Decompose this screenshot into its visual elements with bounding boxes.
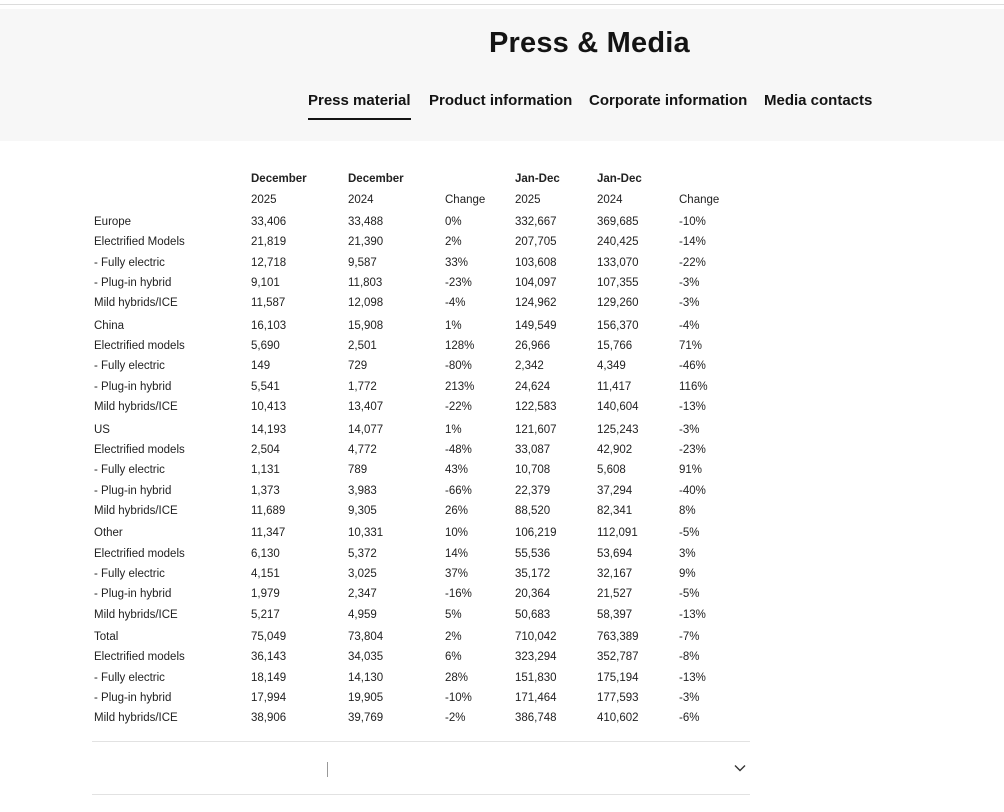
table-cell: -4% bbox=[445, 297, 466, 309]
table-cell: 14,130 bbox=[348, 672, 384, 684]
table-cell: 104,097 bbox=[515, 277, 557, 289]
row-label: - Plug-in hybrid bbox=[94, 692, 172, 704]
table-cell: 11,803 bbox=[348, 277, 383, 289]
table-cell: 33% bbox=[445, 257, 469, 269]
column-header: Change bbox=[445, 194, 486, 206]
table-cell: -22% bbox=[445, 401, 472, 413]
table-cell: 112,091 bbox=[597, 527, 638, 539]
tab-media-contacts[interactable]: Media contacts bbox=[764, 92, 873, 109]
table-cell: -3% bbox=[679, 297, 700, 309]
row-label: - Fully electric bbox=[94, 257, 165, 269]
table-cell: 1,772 bbox=[348, 381, 377, 393]
table-cell: 2,347 bbox=[348, 588, 377, 600]
table-cell: 140,604 bbox=[597, 401, 639, 413]
row-label: Mild hybrids/ICE bbox=[94, 401, 178, 413]
table-cell: 5,608 bbox=[597, 464, 626, 476]
table-cell: 9,101 bbox=[251, 277, 280, 289]
table-cell: 2,342 bbox=[515, 360, 544, 372]
table-cell: 151,830 bbox=[515, 672, 557, 684]
table-cell: 1% bbox=[445, 320, 462, 332]
table-cell: 124,962 bbox=[515, 297, 557, 309]
page-header bbox=[0, 9, 1004, 141]
table-cell: 710,042 bbox=[515, 631, 557, 643]
table-cell: 5,217 bbox=[251, 609, 280, 621]
table-cell: 24,624 bbox=[515, 381, 551, 393]
table-cell: 789 bbox=[348, 464, 368, 476]
table-cell: 1,131 bbox=[251, 464, 280, 476]
table-cell: 91% bbox=[679, 464, 703, 476]
table-cell: 5% bbox=[445, 609, 462, 621]
table-cell: 33,488 bbox=[348, 216, 384, 228]
table-cell: -13% bbox=[679, 401, 706, 413]
table-cell: 21,527 bbox=[597, 588, 633, 600]
table-cell: -66% bbox=[445, 485, 472, 497]
table-cell: 116% bbox=[679, 381, 708, 393]
table-cell: 103,608 bbox=[515, 257, 557, 269]
table-cell: 35,172 bbox=[515, 568, 551, 580]
table-cell: -5% bbox=[679, 588, 700, 600]
row-label: Other bbox=[94, 527, 123, 539]
row-label: Total bbox=[94, 631, 119, 643]
table-cell: 352,787 bbox=[597, 651, 639, 663]
tab-press-material[interactable]: Press material bbox=[308, 92, 411, 130]
text-cursor bbox=[327, 762, 328, 777]
table-cell: -40% bbox=[679, 485, 706, 497]
table-cell: 11,689 bbox=[251, 505, 286, 517]
table-cell: 156,370 bbox=[597, 320, 639, 332]
table-cell: -10% bbox=[679, 216, 706, 228]
table-cell: 149,549 bbox=[515, 320, 557, 332]
column-group-header: December bbox=[251, 173, 307, 185]
table-cell: 2% bbox=[445, 236, 462, 248]
table-cell: 12,098 bbox=[348, 297, 384, 309]
table-cell: 4,151 bbox=[251, 568, 280, 580]
table-cell: 16,103 bbox=[251, 320, 287, 332]
page-title: Press & Media bbox=[489, 27, 690, 59]
table-cell: 2,501 bbox=[348, 340, 377, 352]
table-cell: 2,504 bbox=[251, 444, 280, 456]
row-label: Mild hybrids/ICE bbox=[94, 505, 178, 517]
column-group-header: Jan-Dec bbox=[515, 173, 560, 185]
table-cell: 128% bbox=[445, 340, 475, 352]
table-cell: 55,536 bbox=[515, 548, 551, 560]
table-cell: 11,347 bbox=[251, 527, 286, 539]
table-cell: 133,070 bbox=[597, 257, 639, 269]
tab-product-information[interactable]: Product information bbox=[429, 92, 573, 109]
table-cell: -22% bbox=[679, 257, 706, 269]
table-cell: 763,389 bbox=[597, 631, 639, 643]
table-cell: 1,373 bbox=[251, 485, 280, 497]
table-cell: 11,587 bbox=[251, 297, 286, 309]
table-cell: 4,959 bbox=[348, 609, 377, 621]
table-cell: -23% bbox=[679, 444, 706, 456]
table-cell: -3% bbox=[679, 277, 700, 289]
table-cell: 22,379 bbox=[515, 485, 551, 497]
column-header: 2024 bbox=[597, 194, 623, 206]
table-cell: 15,766 bbox=[597, 340, 633, 352]
table-cell: 82,341 bbox=[597, 505, 633, 517]
table-cell: 177,593 bbox=[597, 692, 639, 704]
row-label: - Fully electric bbox=[94, 568, 165, 580]
table-cell: -16% bbox=[445, 588, 472, 600]
table-cell: 33,087 bbox=[515, 444, 551, 456]
accordion-bottom-divider bbox=[92, 794, 750, 795]
chevron-down-icon[interactable] bbox=[734, 762, 746, 774]
table-cell: 14% bbox=[445, 548, 469, 560]
table-cell: 5,372 bbox=[348, 548, 377, 560]
table-cell: 213% bbox=[445, 381, 475, 393]
table-cell: 19,905 bbox=[348, 692, 384, 704]
table-cell: 43% bbox=[445, 464, 469, 476]
table-cell: -46% bbox=[679, 360, 706, 372]
table-cell: 175,194 bbox=[597, 672, 639, 684]
table-cell: 4,772 bbox=[348, 444, 377, 456]
table-cell: 9% bbox=[679, 568, 696, 580]
table-cell: 323,294 bbox=[515, 651, 557, 663]
table-cell: 332,667 bbox=[515, 216, 557, 228]
row-label: Electrified Models bbox=[94, 236, 185, 248]
table-cell: -48% bbox=[445, 444, 472, 456]
table-cell: 38,906 bbox=[251, 712, 287, 724]
table-cell: 26% bbox=[445, 505, 469, 517]
table-cell: 34,035 bbox=[348, 651, 384, 663]
table-cell: 6% bbox=[445, 651, 462, 663]
table-cell: 14,077 bbox=[348, 424, 384, 436]
table-cell: 122,583 bbox=[515, 401, 557, 413]
table-cell: 107,355 bbox=[597, 277, 639, 289]
table-cell: 28% bbox=[445, 672, 469, 684]
row-label: - Plug-in hybrid bbox=[94, 485, 172, 497]
row-label: - Fully electric bbox=[94, 464, 165, 476]
tab-corporate-information[interactable]: Corporate information bbox=[589, 92, 748, 109]
table-cell: 4,349 bbox=[597, 360, 626, 372]
row-label: Electrified models bbox=[94, 651, 185, 663]
row-label: - Fully electric bbox=[94, 672, 165, 684]
table-cell: 9,587 bbox=[348, 257, 377, 269]
table-cell: 10% bbox=[445, 527, 469, 539]
table-cell: -2% bbox=[445, 712, 466, 724]
table-cell: 8% bbox=[679, 505, 696, 517]
table-cell: 129,260 bbox=[597, 297, 639, 309]
table-cell: 207,705 bbox=[515, 236, 557, 248]
table-cell: 10,708 bbox=[515, 464, 551, 476]
section-tabs bbox=[0, 92, 1004, 132]
table-cell: -6% bbox=[679, 712, 700, 724]
table-cell: 171,464 bbox=[515, 692, 557, 704]
table-cell: 410,602 bbox=[597, 712, 639, 724]
table-cell: 21,390 bbox=[348, 236, 384, 248]
table-cell: 26,966 bbox=[515, 340, 551, 352]
table-cell: 17,994 bbox=[251, 692, 287, 704]
table-cell: -10% bbox=[445, 692, 472, 704]
row-label: - Fully electric bbox=[94, 360, 165, 372]
table-cell: -14% bbox=[679, 236, 706, 248]
table-cell: 149 bbox=[251, 360, 271, 372]
table-cell: 125,243 bbox=[597, 424, 639, 436]
column-group-header: Jan-Dec bbox=[597, 173, 642, 185]
table-cell: 58,397 bbox=[597, 609, 633, 621]
table-cell: 32,167 bbox=[597, 568, 633, 580]
table-cell: 1,979 bbox=[251, 588, 280, 600]
table-cell: 5,690 bbox=[251, 340, 280, 352]
column-header: 2024 bbox=[348, 194, 374, 206]
row-label: - Plug-in hybrid bbox=[94, 381, 172, 393]
table-cell: 369,685 bbox=[597, 216, 639, 228]
table-cell: 37,294 bbox=[597, 485, 633, 497]
table-cell: 240,425 bbox=[597, 236, 639, 248]
table-cell: 3,025 bbox=[348, 568, 377, 580]
table-cell: -80% bbox=[445, 360, 472, 372]
table-cell: 75,049 bbox=[251, 631, 287, 643]
column-header: Change bbox=[679, 194, 720, 206]
table-cell: -4% bbox=[679, 320, 700, 332]
table-cell: 10,331 bbox=[348, 527, 384, 539]
row-label: - Plug-in hybrid bbox=[94, 277, 172, 289]
column-header: 2025 bbox=[515, 194, 541, 206]
table-cell: 14,193 bbox=[251, 424, 287, 436]
table-cell: -3% bbox=[679, 692, 700, 704]
table-cell: 1% bbox=[445, 424, 462, 436]
table-cell: 36,143 bbox=[251, 651, 287, 663]
row-label: Europe bbox=[94, 216, 132, 228]
table-cell: 5,541 bbox=[251, 381, 280, 393]
table-cell: 9,305 bbox=[348, 505, 377, 517]
table-cell: 3% bbox=[679, 548, 696, 560]
table-cell: 121,607 bbox=[515, 424, 557, 436]
row-label: Mild hybrids/ICE bbox=[94, 297, 178, 309]
table-cell: 73,804 bbox=[348, 631, 384, 643]
table-cell: 13,407 bbox=[348, 401, 384, 413]
row-label: China bbox=[94, 320, 125, 332]
table-cell: 20,364 bbox=[515, 588, 551, 600]
table-cell: 3,983 bbox=[348, 485, 377, 497]
table-cell: 42,902 bbox=[597, 444, 633, 456]
row-label: - Plug-in hybrid bbox=[94, 588, 172, 600]
table-cell: 53,694 bbox=[597, 548, 633, 560]
table-cell: -7% bbox=[679, 631, 700, 643]
row-label: Electrified models bbox=[94, 444, 185, 456]
table-cell: 12,718 bbox=[251, 257, 287, 269]
table-cell: 71% bbox=[679, 340, 703, 352]
table-cell: 21,819 bbox=[251, 236, 287, 248]
top-border bbox=[0, 4, 1004, 5]
table-cell: 6,130 bbox=[251, 548, 280, 560]
table-cell: -8% bbox=[679, 651, 700, 663]
table-cell: -5% bbox=[679, 527, 700, 539]
table-cell: -23% bbox=[445, 277, 472, 289]
row-label: Mild hybrids/ICE bbox=[94, 712, 178, 724]
table-cell: 37% bbox=[445, 568, 469, 580]
table-cell: 50,683 bbox=[515, 609, 551, 621]
table-cell: 33,406 bbox=[251, 216, 287, 228]
row-label: Mild hybrids/ICE bbox=[94, 609, 178, 621]
table-cell: 0% bbox=[445, 216, 462, 228]
table-cell: 88,520 bbox=[515, 505, 551, 517]
table-cell: 729 bbox=[348, 360, 368, 372]
table-cell: 39,769 bbox=[348, 712, 384, 724]
table-cell: 386,748 bbox=[515, 712, 557, 724]
table-cell: 18,149 bbox=[251, 672, 287, 684]
table-cell: 15,908 bbox=[348, 320, 384, 332]
table-cell: -3% bbox=[679, 424, 700, 436]
row-label: US bbox=[94, 424, 110, 436]
table-cell: -13% bbox=[679, 609, 706, 621]
table-cell: 2% bbox=[445, 631, 462, 643]
row-label: Electrified models bbox=[94, 548, 185, 560]
table-cell: -13% bbox=[679, 672, 706, 684]
table-cell: 10,413 bbox=[251, 401, 287, 413]
row-label: Electrified models bbox=[94, 340, 185, 352]
accordion-item[interactable] bbox=[92, 742, 750, 794]
column-group-header: December bbox=[348, 173, 404, 185]
table-cell: 106,219 bbox=[515, 527, 557, 539]
table-cell: 11,417 bbox=[597, 381, 632, 393]
column-header: 2025 bbox=[251, 194, 277, 206]
